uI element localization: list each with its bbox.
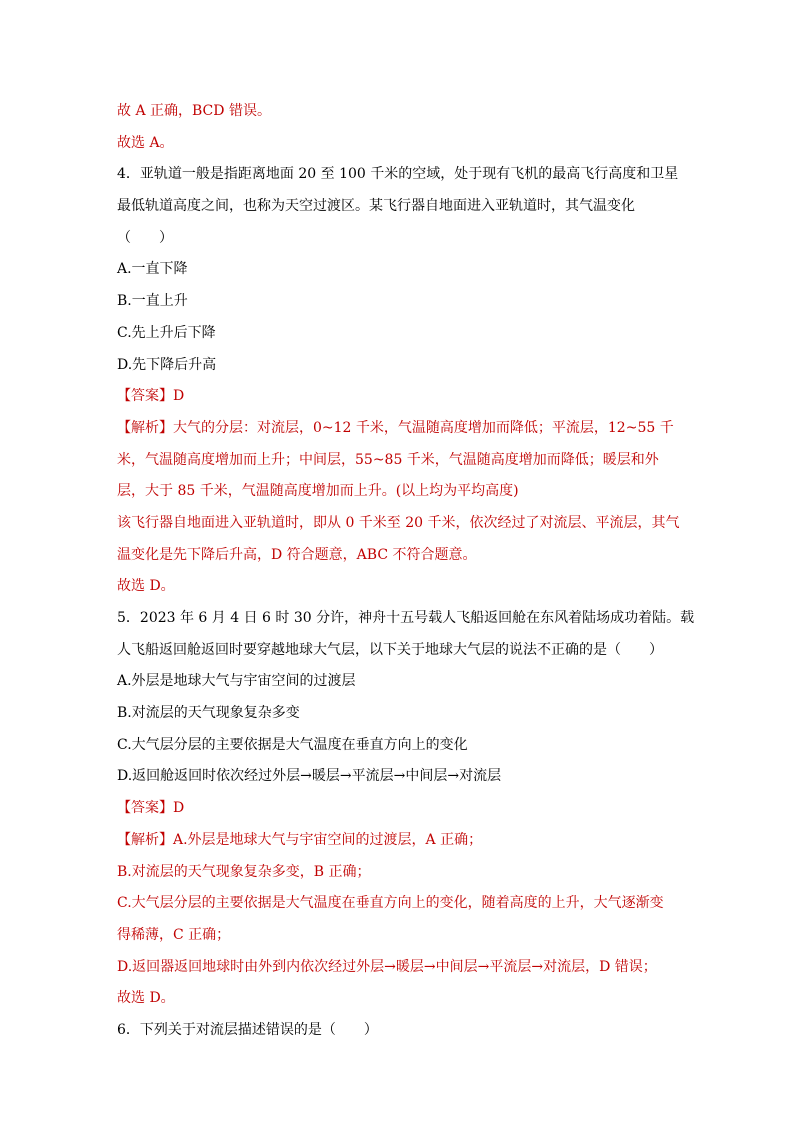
- q4-analysis-line-5: 温变化是先下降后升高，D 符合题意，ABC 不符合题意。: [117, 546, 477, 563]
- q5-stem-line-2: 人飞船返回舱返回时要穿越地球大气层，以下关于地球大气层的说法不正确的是（ ）: [117, 641, 663, 658]
- q4-analysis-line-4: 该飞行器自地面进入亚轨道时，即从 0 千米至 20 千米，依次经过了对流层、平流层，其气: [117, 514, 680, 531]
- q5-option-b: B.对流层的天气现象复杂多变: [117, 705, 300, 722]
- q4-analysis-tag: 【解析】: [117, 419, 173, 436]
- q5-choice-line: 故选 D。: [117, 990, 175, 1007]
- q5-answer-tag: 【答案】: [117, 800, 173, 817]
- q4-option-d: D.先下降后升高: [117, 356, 217, 373]
- q4-analysis-line-2: 米，气温随高度增加而上升；中间层，55~85 千米，气温随高度增加而降低；暖层和外: [117, 451, 659, 468]
- q6-stem-line-1: 6．下列关于对流层描述错误的是（ ）: [117, 1021, 378, 1038]
- q4-answer-tag: 【答案】: [117, 388, 173, 405]
- q5-analysis-text-1: A.外层是地球大气与宇宙空间的过渡层，A 正确；: [173, 831, 483, 848]
- q5-analysis-line-3: C.大气层分层的主要依据是大气温度在垂直方向上的变化，随着高度的上升，大气逐渐变: [117, 895, 664, 912]
- q5-stem-line-1: 5．2023 年 6 月 4 日 6 时 30 分许，神舟十五号载人飞船返回舱在东风着陆场成功着陆。载: [117, 610, 695, 626]
- q4-answer: [117, 381, 677, 413]
- q4-choice-line: 故选 D。: [117, 578, 175, 595]
- question-5: [117, 603, 695, 1015]
- prev-analysis-line: 故 A 正确，BCD 错误。: [117, 103, 271, 119]
- q4-option-b: B.一直上升: [117, 293, 188, 310]
- q4-answer-value: D: [173, 388, 185, 405]
- q5-analysis-tag: 【解析】: [117, 831, 173, 848]
- q4-stem-line-1: 4．亚轨道一般是指距离地面 20 至 100 千米的空域，处于现有飞机的最高飞行高度和卫星: [117, 166, 679, 183]
- q5-analysis-line-1: [117, 825, 677, 857]
- q5-answer: [117, 793, 677, 825]
- q5-answer-value: D: [173, 800, 185, 817]
- q5-analysis-line-2: B.对流层的天气现象复杂多变，B 正确；: [117, 863, 371, 880]
- q4-option-c: C.先上升后下降: [117, 324, 216, 341]
- q4-analysis-line-1: [117, 413, 677, 445]
- q4-analysis-text-1: 大气的分层：对流层，0~12 千米，气温随高度增加而降低；平流层，12~55 千: [173, 419, 674, 436]
- question-4: [117, 159, 680, 603]
- q5-analysis-line-4: 得稀薄，C 正确；: [117, 926, 231, 943]
- q5-option-a: A.外层是地球大气与宇宙空间的过渡层: [117, 673, 356, 690]
- document-page: [117, 96, 695, 1047]
- q5-option-c: C.大气层分层的主要依据是大气温度在垂直方向上的变化: [117, 736, 468, 753]
- q4-blank: （ ）: [117, 229, 173, 246]
- q4-stem-line-2: 最低轨道高度之间，也称为天空过渡区。某飞行器自地面进入亚轨道时，其气温变化: [117, 198, 635, 215]
- q5-analysis-line-5: D.返回器返回地球时由外到内依次经过外层→暖层→中间层→平流层→对流层，D 错误；: [117, 958, 657, 975]
- prev-choice-line: 故选 A。: [117, 134, 174, 151]
- q4-analysis-line-3: 层，大于 85 千米，气温随高度增加而上升。(以上均为平均高度): [117, 483, 519, 500]
- q5-option-d: D.返回舱返回时依次经过外层→暖层→平流层→中间层→对流层: [117, 768, 502, 785]
- q4-option-a: A.一直下降: [117, 261, 188, 278]
- question-6: [117, 1015, 677, 1047]
